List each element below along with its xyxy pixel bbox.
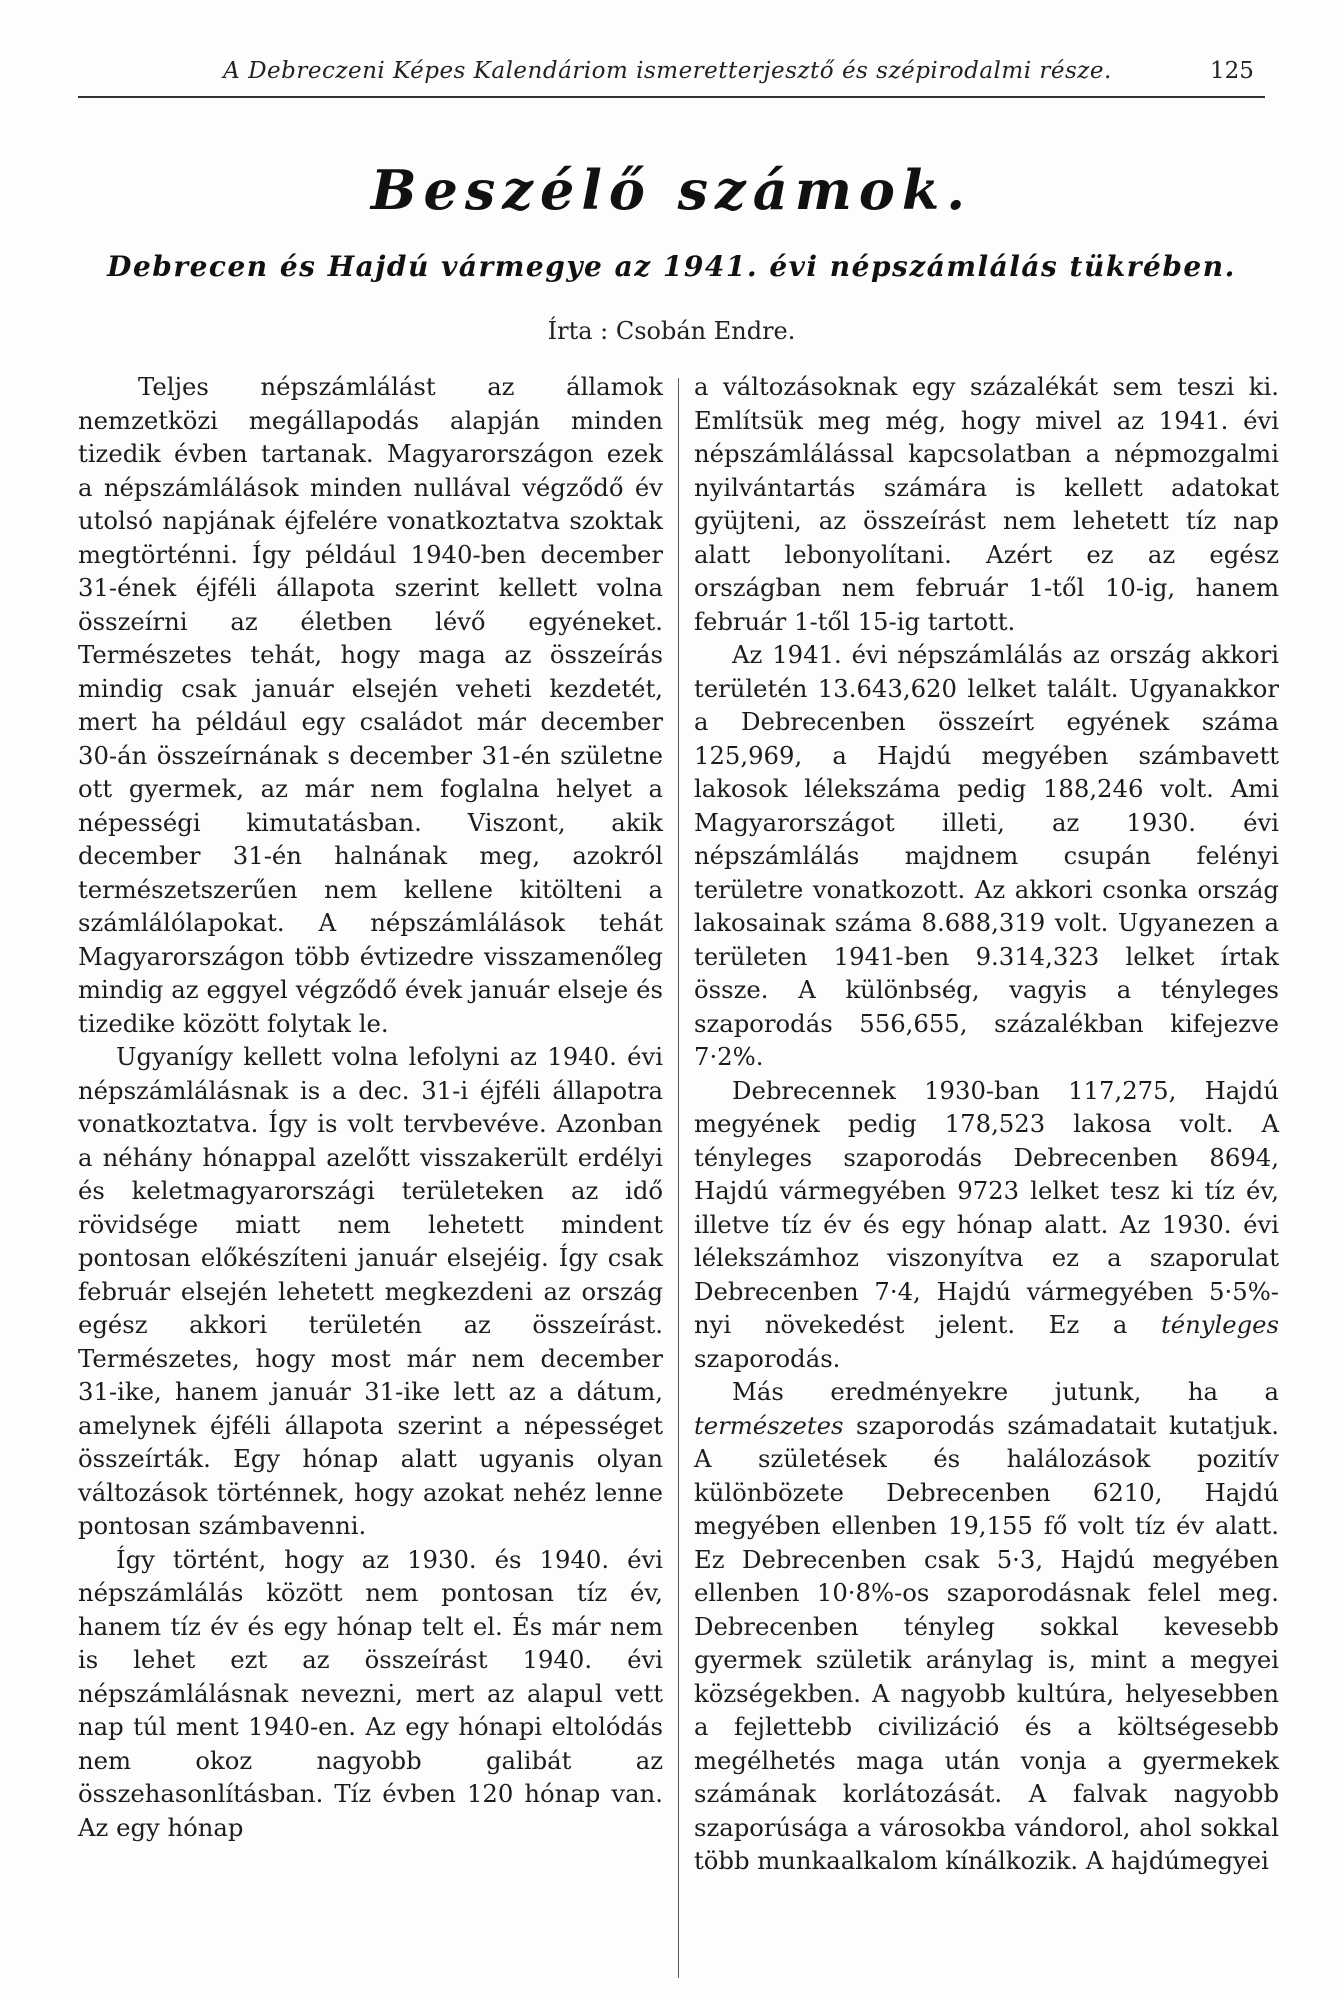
paragraph [694,1074,1279,1376]
paragraph: Ugyanígy kellett volna lefolyni az 1940. évi népszámlálásnak is a dec. 31-i éjféli állapotra vonatkoztatva. Így is volt tervbevéve. Azonban a néhány hónappal azelőtt visszakerült erdélyi és keletmagyarországi területeken az idő rövidsége miatt nem lehetett mindent pontosan előkészíteni január elsejéig. Így csak február elsején lehetett megkezdeni az ország egész akkori területén az összeírást. Természetes, hogy most már nem december 31-ike, hanem január 31-ike lett az a dátum, amelynek éjféli állapota szerint a népességet összeírták. Egy hónap alatt ugyanis olyan változások történnek, hogy azokat nehéz lenne pontosan számbavenni. [78,1042,663,1540]
emphasis: természetes [694,1410,844,1440]
emphasis: tényleges [1160,1310,1280,1339]
paragraph-text: szaporodás számadatait kutatjuk. A születések és halálozások pozitív különbözete Debrecenben 6210, Hajdú megyében ellenben 19,155 fő volt tíz év alatt. Ez Debrecenben csak 5·3, Hajdú megyében ellenben 10·8%-os szaporodásnak felel meg. Debrecenben tényleg sokkal kevesebb gyermek születik aránylag is, mint a megyei községekben. A nagyobb kultúra, helyesebben a fejlettebb civilizáció és a költségesebb megélhetés maga után vonja a gyermekek számának korlátozását. A falvak nagyobb szaporúsága a városokba vándorol, ahol sokkal több munkaalkalom kínálkozik. A hajdúmegyei [694,1410,1279,1875]
paragraph: Az 1941. évi népszámlálás az ország akkori területén 13.643,620 lelket talált. Ugyanakkor a Debrecenben összeírt egyének száma 125,969, a Hajdú megyében számbavett lakosok lélekszáma pedig 188,246 volt. Ami Magyarországot illeti, az 1930. évi népszámlálás majdnem csupán felényi területre vonatkozott. Az akkori csonka ország lakosainak száma 8.688,319 volt. Ugyanezen a területen 1941-ben 9.314,323 lelket írtak össze. A különbség, vagyis a tényleges szaporodás 556,655, százalékban kifejezve 7·2%. [694,640,1279,1071]
page-number: 125 [1210,58,1254,84]
left-column [78,370,663,1844]
article-author: Írta : Csobán Endre. [547,317,796,345]
paragraph-text: szaporodás. [694,1343,841,1373]
paragraph-text: Más eredményekre jutunk, ha a [732,1377,1279,1406]
header-rule [78,96,1265,98]
paragraph [694,1375,1279,1878]
article-subtitle: Debrecen és Hajdú vármegye az 1941. évi népszámlálás tükrében. [107,250,1236,283]
paragraph: a változásoknak egy százalékát sem teszi ki. Említsük meg még, hogy mivel az 1941. évi népszámlálással kapcsolatban a népmozgalmi nyilvántartás számára is kellett adatokat gyüjteni, az összeírást nem lehetett tíz nap alatt lebonyolítani. Azért ez az egész országban nem február 1-től 10-ig, hanem február 1-től 15-ig tartott. [694,372,1279,636]
running-head: A Debreczeni Képes Kalendáriom ismeretterjesztő és szépirodalmi része. [223,58,1112,84]
paragraph: Így történt, hogy az 1930. és 1940. évi népszámlálás között nem pontosan tíz év, hanem tíz év és egy hónap telt el. És már nem is lehet ezt az összeírást 1940. évi népszámlálásnak nevezni, mert az alapul vett nap túl ment 1940-en. Az egy hónapi eltolódás nem okoz nagyobb galibát az összehasonlításban. Tíz évben 120 hónap van. Az egy hónap [78,1544,663,1842]
right-column [694,370,1279,1878]
paragraph: Teljes népszámlálást az államok nemzetközi megállapodás alapján minden tizedik évben tartanak. Magyarországon ezek a népszámlálások minden nullával végződő év utolsó napjának éjfelére vonatkoztatva szoktak megtörténni. Így például 1940-ben december 31-ének éjféli állapota szerint kellett volna összeírni az életben lévő egyéneket. Természetes tehát, hogy maga az összeírás mindig csak január elsején veheti kezdetét, mert ha például egy családot már december 30-án összeírnának s december 31-én születne ott gyermek, az már nem foglalna helyet a népességi kimutatásban. Viszont, akik december 31-én halnának meg, azokról természetszerűen nem kellene kitölteni a számlálólapokat. A népszámlálások tehát Magyarországon több évtizedre visszamenőleg mindig az eggyel végződő évek január elseje és tizedike között folytak le. [78,372,663,1038]
article-title: Beszélő számok. [370,158,973,222]
column-divider [678,378,679,1978]
paragraph-text: Debrecennek 1930-ban 117,275, Hajdú megyének pedig 178,523 lakosa volt. A tényleges szaporodás Debrecenben 8694, Hajdú vármegyében 9723 lelket tesz ki tíz év, illetve tíz év és egy hónap alatt. Az 1930. évi lélekszámhoz viszonyítva ez a szaporulat Debrecenben 7·4, Hajdú vármegyében 5·5%-nyi növekedést jelent. Ez a [694,1075,1279,1339]
